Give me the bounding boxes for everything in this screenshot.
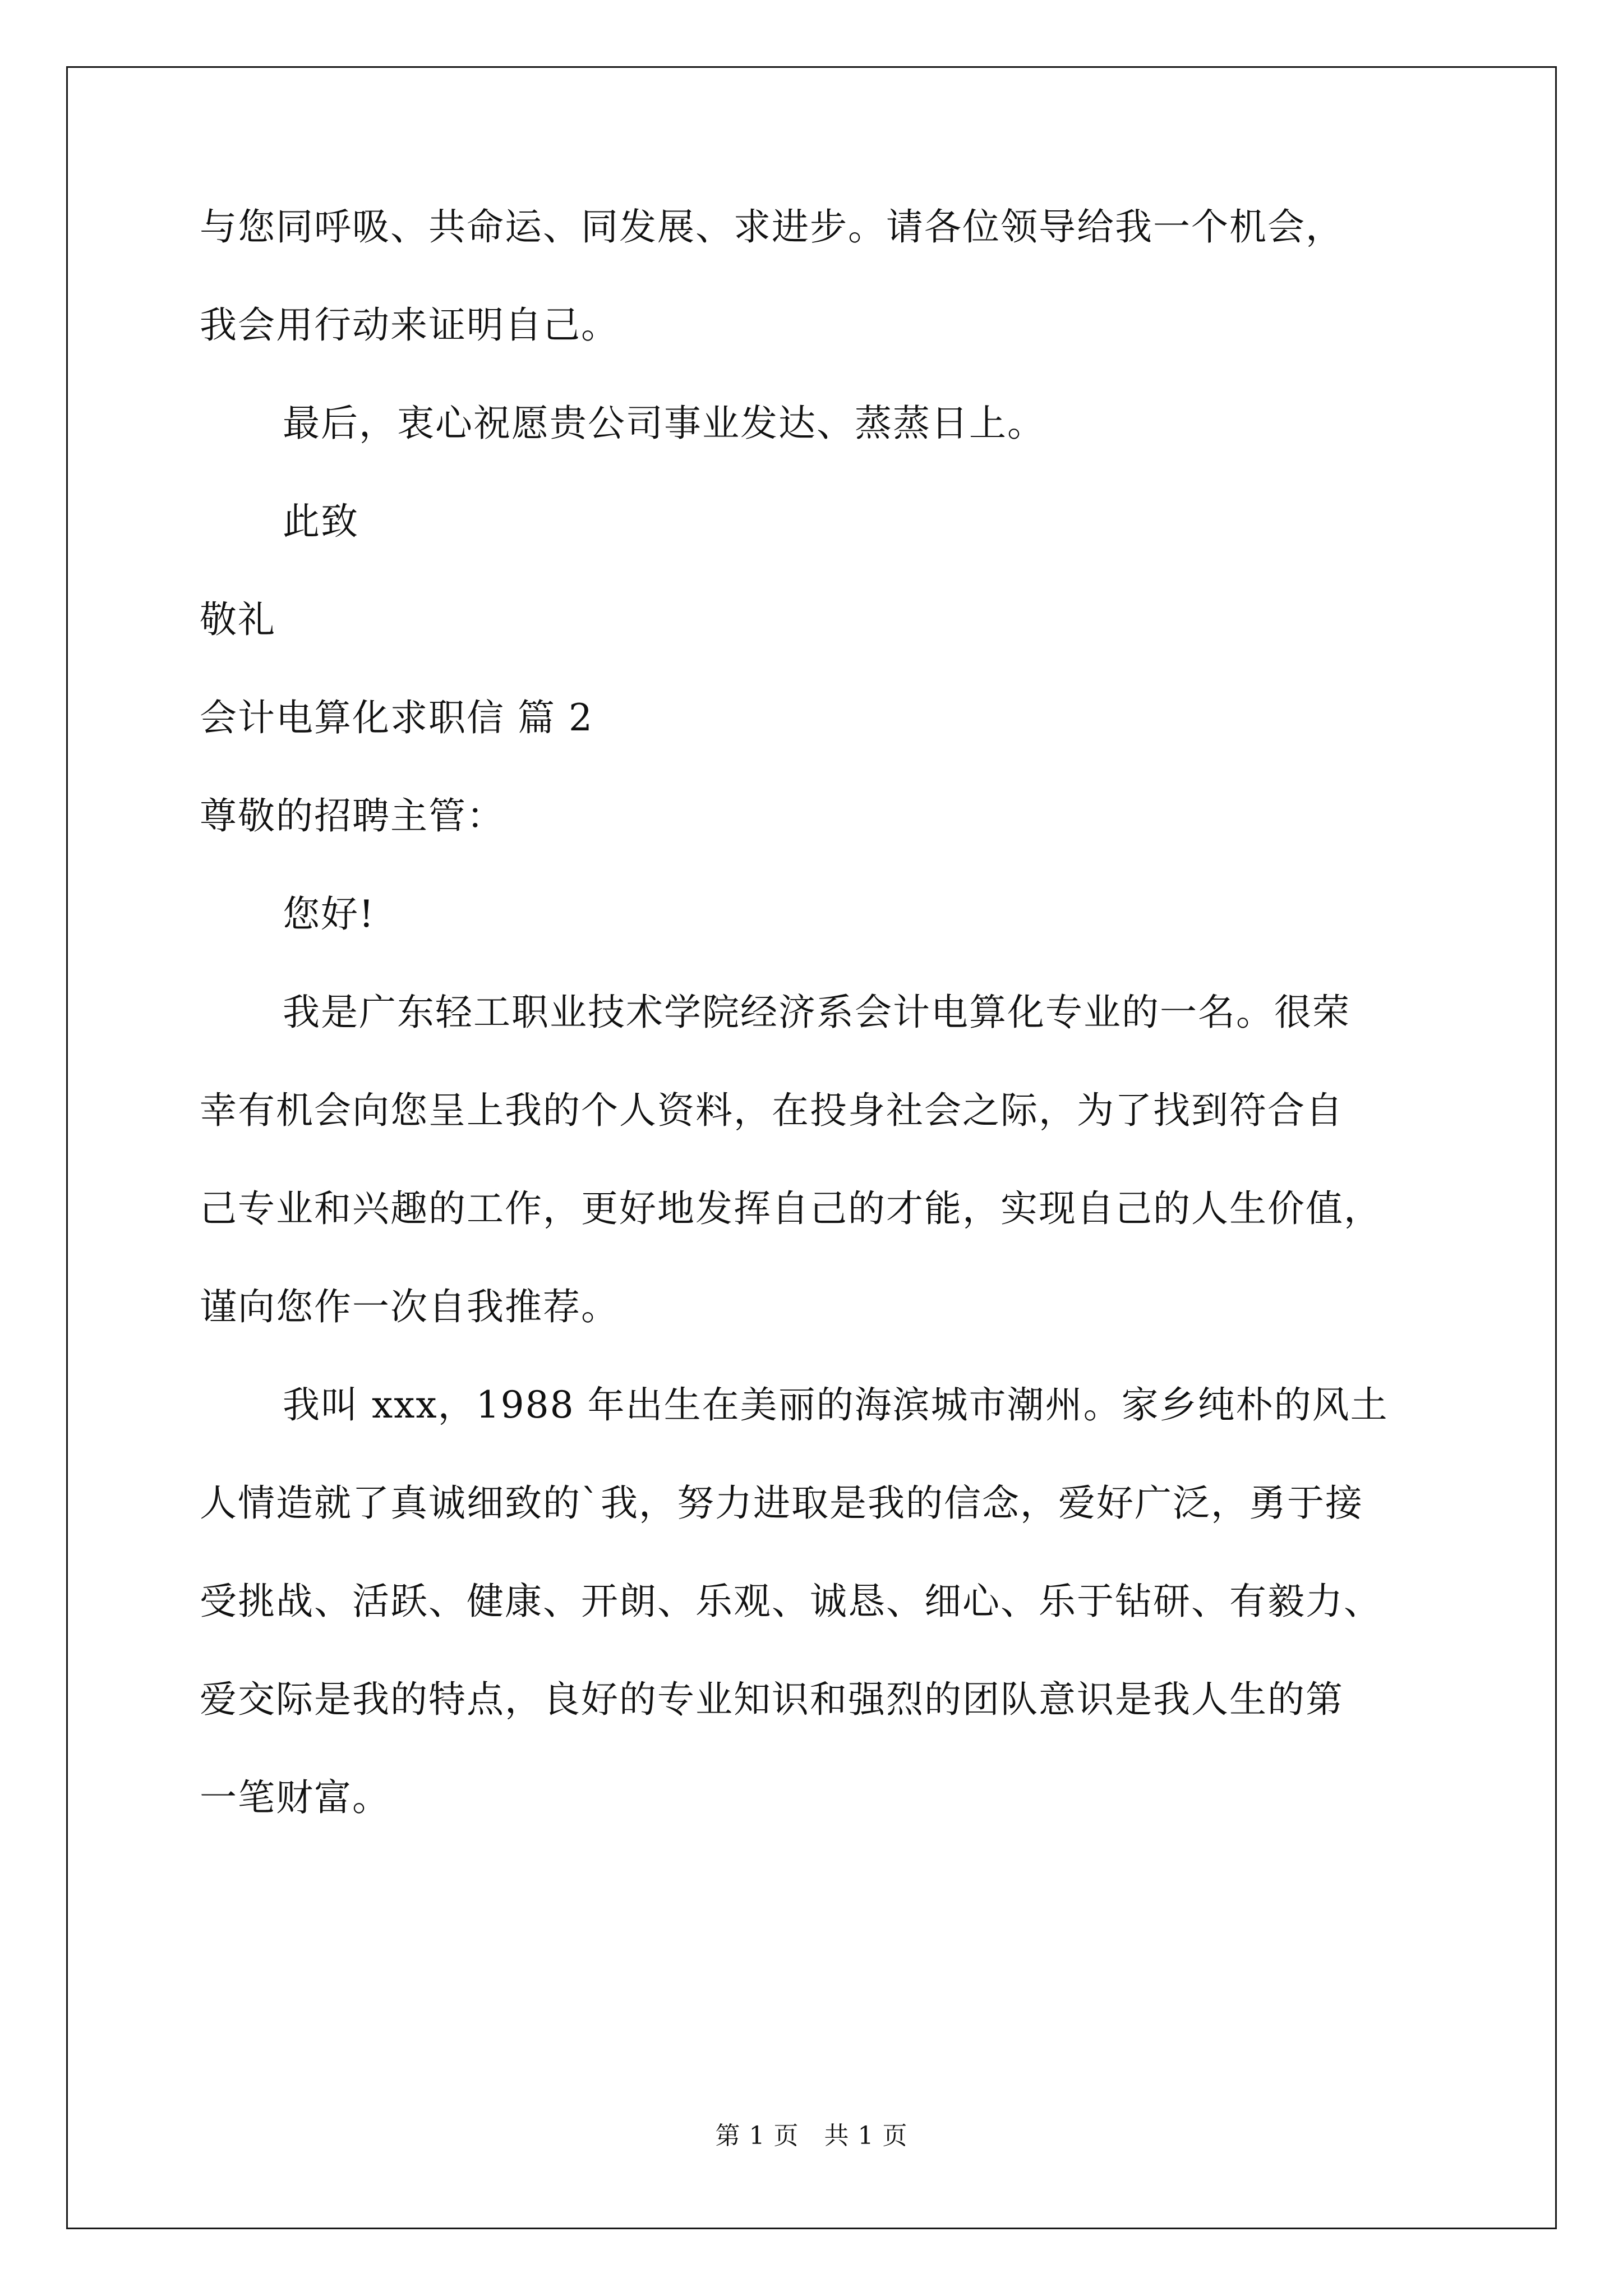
text-line: 幸有机会向您呈上我的个人资料，在投身社会之际，为了找到符合自 xyxy=(200,1089,1344,1132)
text-line: 我是广东轻工职业技术学院经济系会计电算化专业的一名。很荣 xyxy=(283,991,1350,1034)
text-line: 我会用行动来证明自己。 xyxy=(200,303,619,347)
text-line: 人情造就了真诚细致的`我，努力进取是我的信念，爱好广泛，勇于接 xyxy=(200,1481,1363,1525)
text-line: 一笔财富。 xyxy=(200,1776,390,1819)
section-title: 会计电算化求职信 篇 2 xyxy=(200,696,593,739)
page-footer: 第 1 页 共 1 页 xyxy=(715,2122,908,2150)
text-line: 谨向您作一次自我推荐。 xyxy=(200,1285,619,1328)
text-line: 最后，衷心祝愿贵公司事业发达、蒸蒸日上。 xyxy=(283,402,1045,445)
salutation-closing: 此致 xyxy=(283,500,359,543)
salutation-respect: 敬礼 xyxy=(200,598,276,641)
recipient-greeting: 尊敬的招聘主管： xyxy=(200,794,505,838)
text-line: 爱交际是我的特点，良好的专业知识和强烈的团队意识是我人生的第 xyxy=(200,1678,1344,1721)
text-line: 受挑战、活跃、健康、开朗、乐观、诚恳、细心、乐于钻研、有毅力、 xyxy=(200,1580,1382,1623)
text-line: 与您同呼吸、共命运、同发展、求进步。请各位领导给我一个机会， xyxy=(200,205,1344,249)
text-line: 己专业和兴趣的工作，更好地发挥自己的才能，实现自己的人生价值， xyxy=(200,1187,1382,1230)
page-border xyxy=(66,66,1557,2229)
text-line: 我叫 xxx，1988 年出生在美丽的海滨城市潮州。家乡纯朴的风土 xyxy=(283,1383,1389,1427)
greeting: 您好! xyxy=(283,892,375,936)
